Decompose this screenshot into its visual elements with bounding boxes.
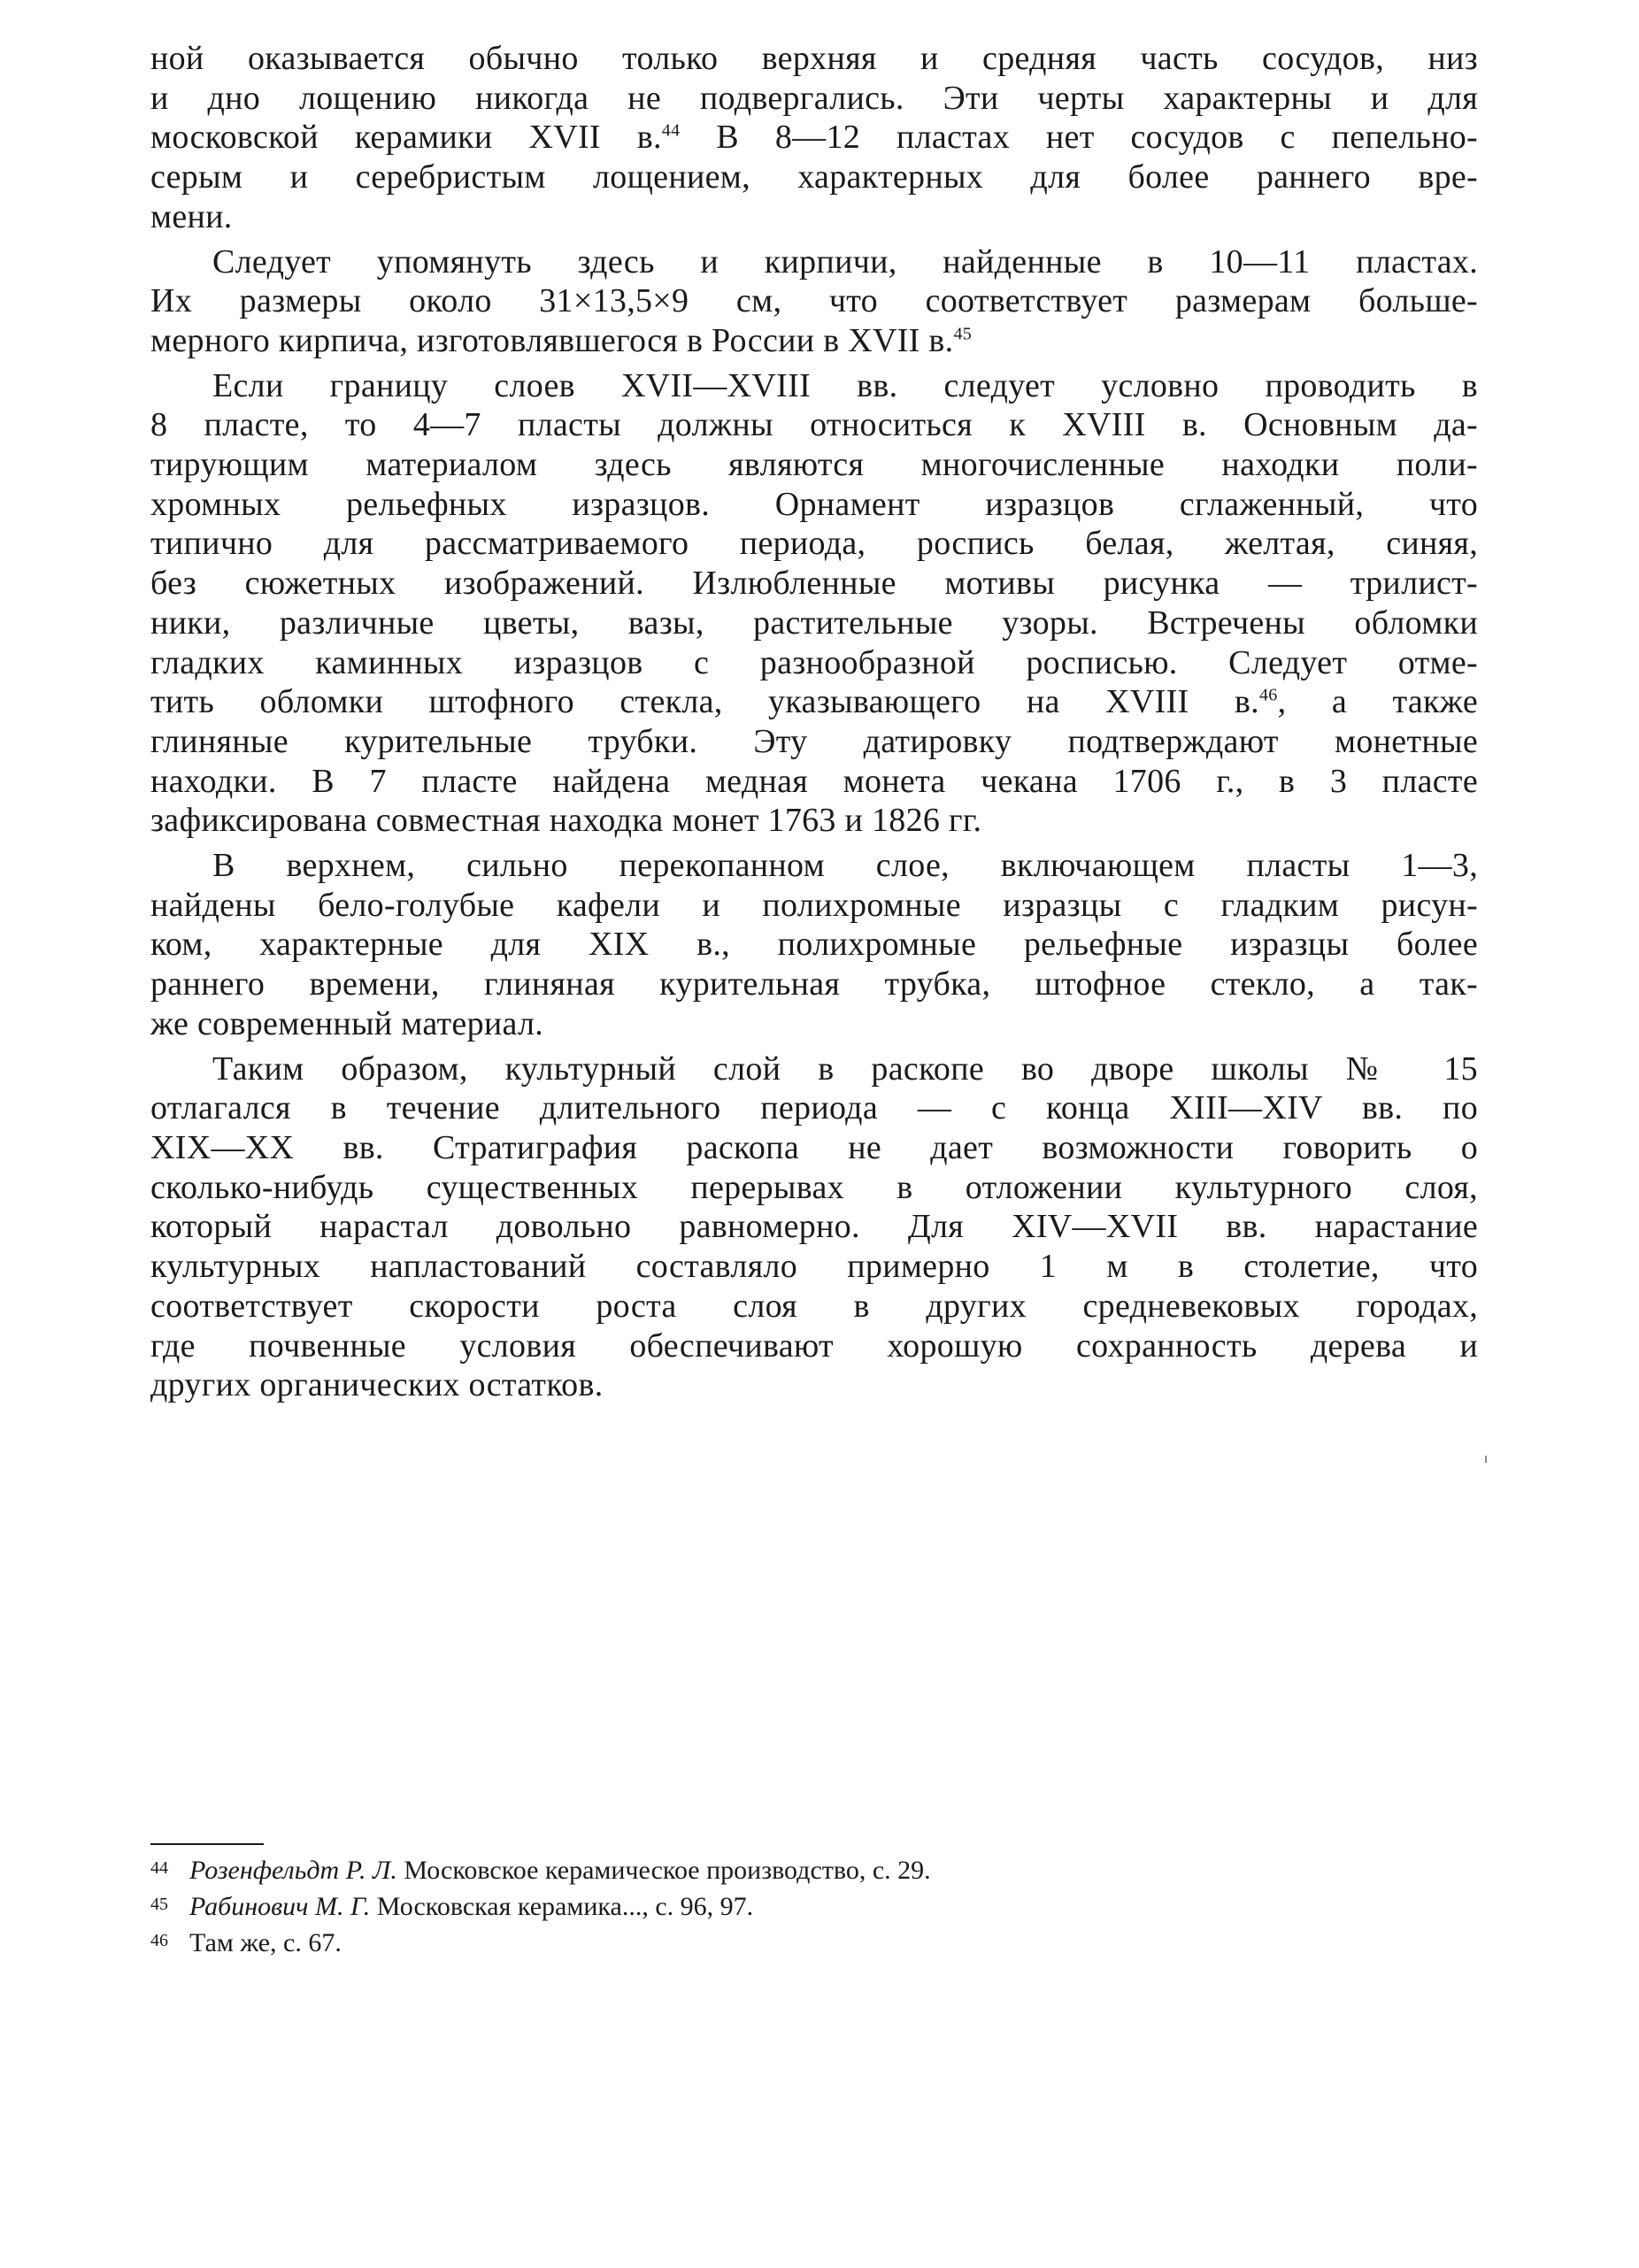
text-line: находки. В 7 пласте найдена медная монета чекана 1706 г., в 3 пласте [150, 762, 1478, 800]
text-line: ком, характерные для XIX в., полихромные рельефные изразцы более [150, 926, 1478, 964]
footnote-number: 46 [150, 1931, 168, 1950]
text-line: Если границу слоев XVII—XVIII вв. следует условно проводить в [212, 366, 1478, 404]
text-line: найдены бело-голубые кафели и полихромные изразцы с гладким рисун- [150, 886, 1478, 924]
text-line: ники, различные цветы, вазы, растительные узоры. Встречены обломки [150, 604, 1478, 642]
footnotes [150, 1851, 1301, 1960]
text-line: тирующим материалом здесь являются многочисленные находки поли- [150, 446, 1478, 484]
text-line: гладких каминных изразцов с разнообразной росписью. Следует отме- [150, 643, 1478, 681]
paragraph-bricks [150, 242, 1478, 361]
text-line: отлагался в течение длительного периода — с конца XIII—XIV вв. по [150, 1089, 1478, 1127]
scan-speck [1485, 1456, 1487, 1463]
text-line: глиняные курительные трубки. Эту датировку подтверждают монетные [150, 722, 1478, 760]
footnote-text: Там же, с. 67. [189, 1928, 342, 1957]
text-line: ной оказывается обычно только верхняя и средняя часть сосудов, низ [150, 40, 1478, 77]
text-line: серым и серебристым лощением, характерных для более раннего вре- [150, 158, 1478, 196]
text-line: хромных рельефных изразцов. Орнамент изразцов сглаженный, что [150, 485, 1478, 523]
text-line: Таким образом, культурный слой в раскопе во дворе школы № 15 [212, 1049, 1478, 1088]
footnote-divider [150, 1843, 264, 1845]
footnote-text: Московская керамика..., с. 96, 97. [370, 1892, 754, 1921]
text-line [150, 682, 1478, 722]
text-segment: В 8—12 пластах нет сосудов с пепельно- [680, 119, 1478, 157]
text-line [150, 118, 1478, 158]
paragraph-ceramics [150, 39, 1478, 237]
footnote-45 [150, 1887, 1301, 1924]
text-line: же современный материал. [150, 1004, 544, 1042]
paragraph-upper-layer [150, 846, 1478, 1044]
text-segment: тить обломки штофного стекла, указывающего на XVIII в. [150, 683, 1259, 721]
footnote-author: Рабинович М. Г. [189, 1892, 371, 1921]
text-line: В верхнем, сильно перекопанном слое, включающем пласты 1—3, [212, 847, 1478, 885]
text-line: культурных напластований составляло примерно 1 м в столетие, что [150, 1248, 1478, 1286]
text-line: без сюжетных изображений. Излюбленные мотивы рисунка — трилист- [150, 565, 1478, 603]
text-line [150, 321, 1478, 361]
text-line: зафиксирована совместная находка монет 1763 и 1826 гг. [150, 802, 982, 840]
text-segment: , а также [1277, 683, 1478, 721]
text-segment: мерного кирпича, изготовлявшегося в России в XVII в. [150, 321, 954, 359]
text-line: сколько-нибудь существенных перерывах в отложении культурного слоя, [150, 1168, 1478, 1206]
paragraph-conclusion [150, 1049, 1478, 1405]
footnote-ref: 45 [953, 324, 973, 344]
text-line: Следует упомянуть здесь и кирпичи, найденные в 10—11 пластах. [212, 242, 1478, 281]
footnote-text: Московское керамическое производство, с. 29. [396, 1856, 931, 1885]
text-line: раннего времени, глиняная курительная трубка, штофное стекло, а так- [150, 965, 1478, 1003]
footnote-ref: 44 [661, 120, 681, 141]
footnote-number: 45 [150, 1895, 168, 1914]
text-line: где почвенные условия обеспечивают хорошую сохранность дерева и [150, 1326, 1478, 1365]
text-line: 8 пласте, то 4—7 пласты должны относиться к XVIII в. Основным да- [150, 406, 1478, 444]
text-line: типично для рассматриваемого периода, роспись белая, желтая, синяя, [150, 525, 1478, 563]
text-line: и дно лощению никогда не подвергались. Эти черты характерны и для [150, 79, 1478, 117]
footnote-ref: 46 [1258, 685, 1278, 705]
footnote-46 [150, 1924, 1301, 1960]
footnote-author: Розенфельдт Р. Л. [189, 1856, 397, 1885]
text-segment: московской керамики XVII в. [150, 119, 662, 157]
footnote-44 [150, 1851, 1301, 1887]
footnote-number: 44 [150, 1858, 168, 1878]
page-body [150, 39, 1478, 1405]
text-line: соответствует скорости роста слоя в других средневековых городах, [150, 1287, 1478, 1325]
text-line: мени. [150, 197, 233, 235]
text-line: который нарастал довольно равномерно. Для XIV—XVII вв. нарастание [150, 1208, 1478, 1246]
text-line: XIX—XX вв. Стратиграфия раскопа не дает возможности говорить о [150, 1128, 1478, 1166]
paragraph-xviii-century [150, 366, 1478, 841]
text-line: Их размеры около 31×13,5×9 см, что соответствует размерам больше- [150, 282, 1478, 320]
text-line: других органических остатков. [150, 1366, 604, 1404]
